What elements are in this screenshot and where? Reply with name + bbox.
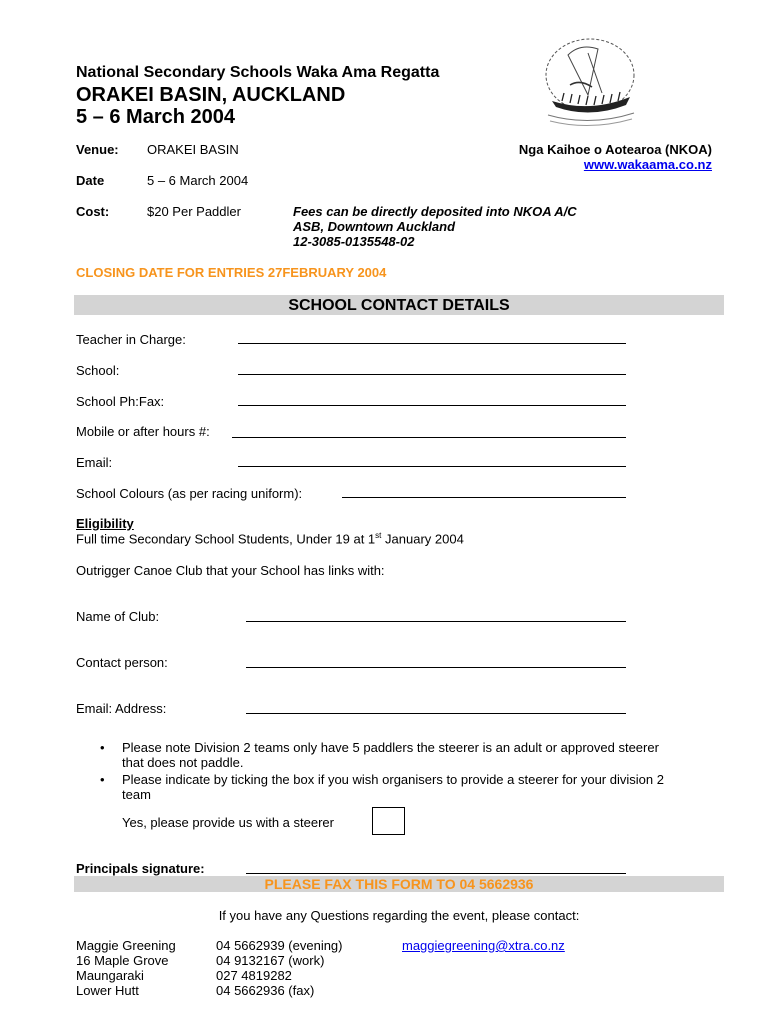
principal-signature-label: Principals signature: [76,861,205,876]
club-email-field[interactable] [246,713,626,714]
org-name: Nga Kaihoe o Aotearoa (NKOA) [518,142,712,157]
cost-label: Cost: [76,204,110,219]
club-contact-field[interactable] [246,667,626,668]
date-value: 5 – 6 March 2004 [147,173,249,188]
school-phone-label: School Ph:Fax: [76,394,165,409]
steerer-checkbox-label: Yes, please provide us with a steerer [122,815,334,830]
bullet-icon: • [100,740,105,755]
questions-text: If you have any Questions regarding the event, please contact: [218,908,580,923]
principal-signature-field[interactable] [246,873,626,874]
teacher-label: Teacher in Charge: [76,332,186,347]
school-phone-field[interactable] [238,405,626,406]
event-location: ORAKEI BASIN, AUCKLAND [76,84,346,106]
division2-note: Please note Division 2 teams only have 5 paddlers the steerer is an adult or approved steerer that does not paddle. [122,740,659,770]
contact-phones: 04 5662939 (evening) 04 9132167 (work) 027 4819282 04 5662936 (fax) [216,938,343,998]
steerer-checkbox[interactable] [372,807,405,835]
contact-section-title: SCHOOL CONTACT DETAILS [288,297,510,314]
contact-email-link[interactable]: maggiegreening@xtra.co.nz [402,938,565,953]
steerer-note: Please indicate by ticking the box if you wish organisers to provide a steerer for your division 2 team [122,772,664,802]
contact-address: Maggie Greening 16 Maple Grove Maungaraki Lower Hutt [76,938,176,998]
club-name-label: Name of Club: [76,609,160,624]
email-label: Email: [76,455,113,470]
eligibility-heading: Eligibility [76,516,134,531]
school-field[interactable] [238,374,626,375]
cost-value: $20 Per Paddler [147,204,241,219]
mobile-label: Mobile or after hours #: [76,424,210,439]
date-label: Date [76,173,105,188]
school-colours-label: School Colours (as per racing uniform): [76,486,303,501]
school-colours-field[interactable] [342,497,626,498]
club-name-field[interactable] [246,621,626,622]
fees-note: Fees can be directly deposited into NKOA A/C ASB, Downtown Auckland 12-3085-0135548-02 [293,204,577,249]
org-website-link[interactable]: www.wakaama.co.nz [583,157,712,172]
email-field[interactable] [238,466,626,467]
eligibility-text: Full time Secondary School Students, Under 19 at 1st January 2004 [76,531,464,547]
bullet-icon: • [100,772,105,787]
waka-ama-logo [540,35,640,130]
club-contact-label: Contact person: [76,655,168,670]
club-intro: Outrigger Canoe Club that your School has links with: [76,563,385,578]
club-email-label: Email: Address: [76,701,167,716]
event-dates: 5 – 6 March 2004 [76,106,235,128]
closing-date: CLOSING DATE FOR ENTRIES 27FEBRUARY 2004 [76,265,387,280]
fax-banner-text: PLEASE FAX THIS FORM TO 04 5662936 [264,876,534,892]
school-label: School: [76,363,120,378]
venue-value: ORAKEI BASIN [147,142,239,157]
teacher-field[interactable] [238,343,626,344]
venue-label: Venue: [76,142,119,157]
event-name: National Secondary Schools Waka Ama Regatta [76,64,440,81]
mobile-field[interactable] [232,437,626,438]
